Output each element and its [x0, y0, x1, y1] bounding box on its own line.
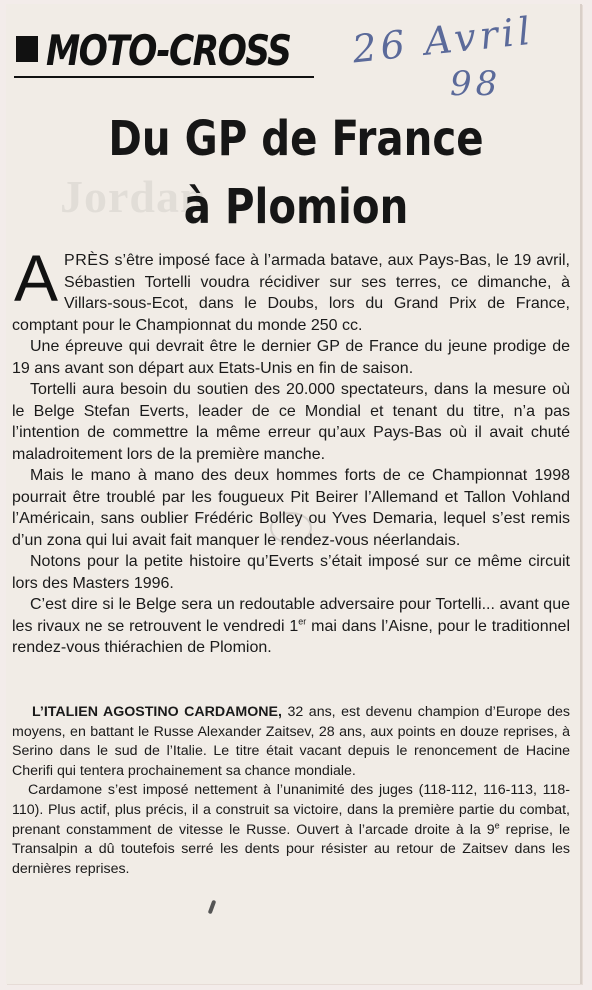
section-rubric: [14, 24, 314, 78]
superscript: e: [494, 819, 500, 830]
article-paragraph: Notons pour la petite histoire qu’Everts s’était imposé sur ce même circuit lors des Masters 1996.: [12, 553, 570, 592]
article-lead-paragraph: [12, 241, 570, 336]
paragraph-text: Cardamone s’est imposé nettement à l’unanimité des juges (118-112, 116-113, 118-110). Plus actif, plus précis, il a construit sa victoire, dans la première partie du combat, prenant constamment de vitesse le Russe. Ouvert à l’arcade droite à la 9: [12, 782, 570, 838]
article-paragraph: Mais le mano à mano des deux hommes forts de ce Championnat 1998 pourrait être troublé par les fougueux Pit Beirer l’Allemand et Tallon Vohland l’Américain, sans oublier Frédéric Bolley ou Yves Demaria, lequel s’est remis d’un zona qui lui avait fait manquer le rendez-vous néerlandais.: [12, 467, 570, 549]
rubric-square-icon: [16, 36, 38, 62]
handwritten-date: 26 Avril: [350, 8, 537, 72]
rubric-label: MOTO-CROSS: [46, 26, 291, 75]
paragraph-text: C’est dire si le Belge sera un redoutable adversaire pour Tortelli... avant que les rivaux ne se retrouvent le vendredi 1: [12, 596, 570, 635]
article-paragraph: Une épreuve qui devrait être le dernier GP de France du jeune prodige de 19 ans avant son départ aux Etats-Unis en fin de saison.: [12, 338, 570, 377]
lead-smallcaps: PRÈS: [64, 252, 110, 269]
bleed-through-text: Jordan: [60, 171, 207, 222]
lead-text: s’être imposé face à l’armada batave, aux Pays-Bas, le 19 avril, Sébastien Tortelli voudra récidiver sur ses terres, ce dimanche, à Villars-sous-Ecot, dans le Doubs, lors du Grand Prix de France, comptant pour le Championnat du monde 250 cc.: [12, 252, 570, 334]
boxing-brief: [12, 703, 570, 879]
headline-line-2: à Plomion: [183, 179, 409, 235]
faint-stamp-mark: [270, 512, 312, 544]
superscript: er: [298, 616, 307, 627]
boxing-paragraph: [12, 781, 570, 879]
boxing-paragraph: [12, 703, 570, 781]
article-body: [12, 241, 570, 659]
paragraph-text: 32 ans, est devenu champion d’Europe des moyens, en battant le Russe Alexander Zaitsev, 28 ans, aux points en douze reprises, à Serino dans le sud de l’Italie. Le titre était vacant depuis le renoncement de Hacine Cherifi qui tentera prochainement sa chance mondiale.: [12, 704, 571, 779]
boxing-lead-caps: L’ITALIEN AGOSTINO CARDAMONE,: [32, 704, 282, 720]
headline-line-1: Du GP de France: [108, 111, 484, 167]
dropcap: A: [14, 241, 59, 315]
article-paragraph: Tortelli aura besoin du soutien des 20.000 spectateurs, dans la mesure où le Belge Stefan Everts, leader de ce Mondial et tenant du titre, n’a pas l’intention de commettre la même erreur qu’aux Pays-Bas où il avait chuté maladroitement lors de la première manche.: [12, 381, 570, 463]
article-paragraph: [12, 594, 570, 659]
paragraph-text: mai dans l’Aisne, pour le traditionnel rendez-vous thiérachien de Plomion.: [12, 617, 570, 656]
paragraph-text: reprise, le Transalpin a dû toutefois serré les dents pour résister au retour de Zaitsev dans les dernières reprises.: [12, 821, 571, 877]
handwritten-year: 98: [450, 64, 502, 104]
